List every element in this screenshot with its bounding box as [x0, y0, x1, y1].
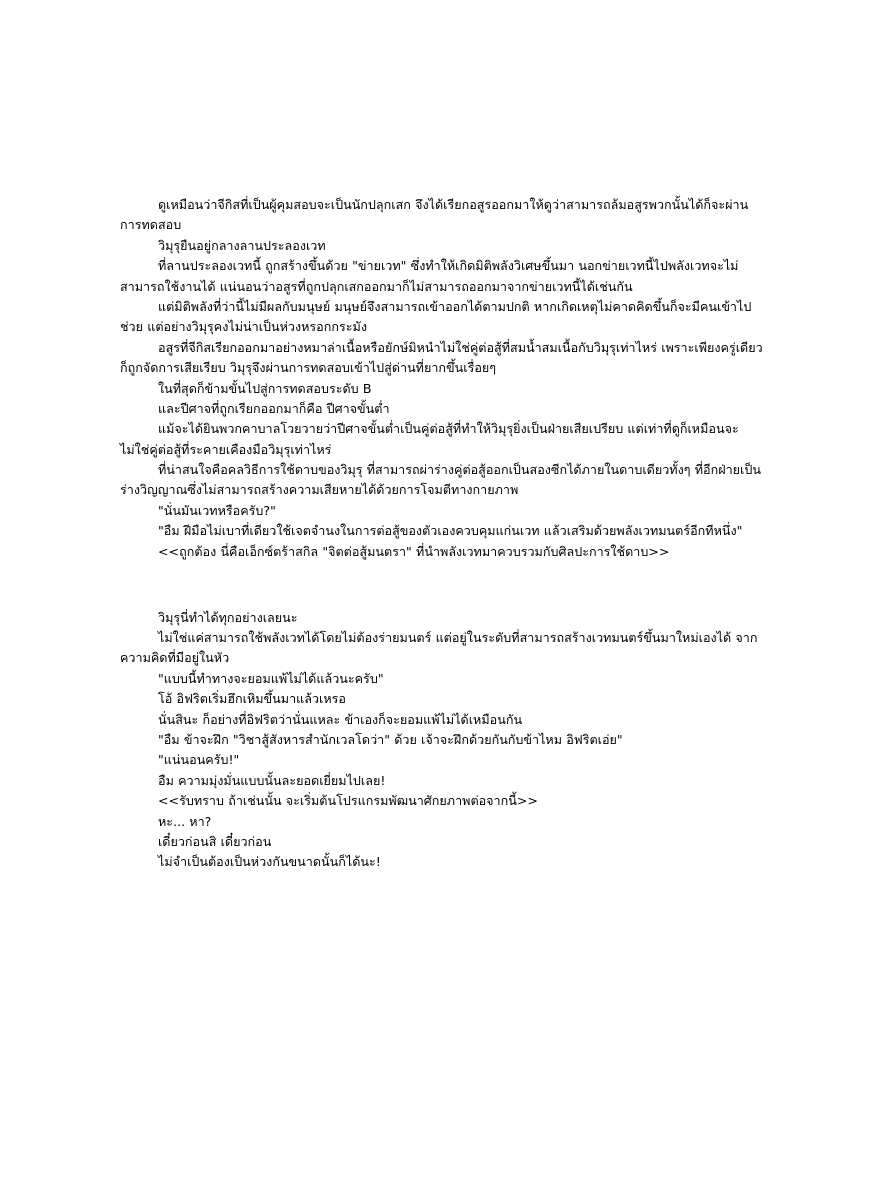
- document-paragraph: "อืม ข้าจะฝึก "วิชาสู้สังหารสำนักเวลโดว่า" ด้วย เจ้าจะฝึกด้วยกันกับข้าไหม อิฟริตเอ่ย": [158, 731, 623, 747]
- document-paragraph: <<ถูกต้อง นี่คือเอ็กซ์ตร้าสกิล "จิตต่อสู้มนตรา" ที่นำพลังเวทมาควบรวมกับศิลปะการใช้ดาบ>>: [158, 543, 670, 559]
- document-paragraph: และปีศาจที่ถูกเรียกออกมาก็คือ ปีศาจขั้นต่ำ: [158, 400, 390, 416]
- document-paragraph: โอ้ อิฟริตเริ่มฮึกเหิมขึ้นมาแล้วเหรอ: [158, 691, 346, 707]
- document-paragraph: ไม่จำเป็นต้องเป็นห่วงกันขนาดนั้นก็ได้นะ!: [158, 854, 381, 870]
- document-body: [120, 195, 768, 873]
- document-paragraph: <<รับทราบ ถ้าเช่นนั้น จะเริ่มต้นโปรแกรมพัฒนาศักยภาพต่อจากนี้>>: [158, 793, 538, 809]
- document-paragraph: "นั่นมันเวทหรือครับ?": [158, 502, 276, 518]
- document-paragraph: นั่นสินะ ก็อย่างที่อิฟริตว่านั่นแหละ ข้าเองก็จะยอมแพ้ไม่ได้เหมือนกัน: [158, 711, 523, 727]
- document-paragraph: เดี๋ยวก่อนสิ เดี๋ยวก่อน: [158, 833, 272, 849]
- document-paragraph: วิมุรุนี่ทำได้ทุกอย่างเลยนะ: [158, 609, 298, 625]
- document-paragraph: ดูเหมือนว่าจีกิสที่เป็นผู้คุมสอบจะเป็นนักปลุกเสก จึงได้เรียกอสูรออกมาให้ดูว่าสามารถล้มอสูรพวกนั้นได้ก็จะผ่านการทดสอบ: [120, 197, 749, 233]
- document-paragraph: "แน่นอนครับ!": [158, 752, 240, 768]
- paragraph-spacer: [120, 575, 768, 595]
- document-paragraph: ที่น่าสนใจคือคลวิธีการใช้ดาบของวิมุรุ ที่สามารถผ่าร่างคู่ต่อสู้ออกเป็นสองซีกได้ภายในดาบเดียวทั้งๆ ที่อีกฝ่ายเป็นร่างวิญญาณซึ่งไม่สามารถสร้างความเสียหายได้ด้วยการโจมตีทางกายภาพ: [120, 462, 761, 498]
- document-paragraph: "แบบนี้ทำทางจะยอมแพ้ไม่ได้แล้วนะครับ": [158, 670, 384, 686]
- document-paragraph: ไม่ใช่แค่สามารถใช้พลังเวทได้โดยไม่ต้องร่ายมนตร์ แต่อยู่ในระดับที่สามารถสร้างเวทมนตร์ขึ้นมาใหม่เองได้ จากความคิดที่มีอยู่ในหัว: [120, 630, 758, 666]
- document-paragraph: แม้จะได้ยินพวกคาบาลโวยวายว่าปีศาจขั้นต่ำเป็นคู่ต่อสู้ที่ทำให้วิมุรุยิ่งเป็นฝ่ายเสียเปรียบ แต่เท่าที่ดูก็เหมือนจะไม่ใช่คู่ต่อสู้ที่ระคายเคืองมือวิมุรุเท่าไหร่: [120, 421, 739, 457]
- document-paragraph: อืม ความมุ่งมั่นแบบนั้นละยอดเยี่ยมไปเลย!: [158, 772, 386, 788]
- document-paragraph: อสูรที่จีกิสเรียกออกมาอย่างหมาล่าเนื้อหรือยักษ์มิหนำไม่ใช่คู่ต่อสู้ที่สมน้ำสมเนื้อกับวิมุรุเท่าไหร่ เพราะเพียงครู่เดียวก็ถูกจัดการเสียเรียบ วิมุรุจึงผ่านการทดสอบเข้าไปสู่ด่านที่ยากขึ้นเรื่อยๆ: [120, 339, 763, 376]
- document-paragraph: วิมุรุยืนอยู่กลางลานประลองเวท: [158, 237, 326, 253]
- document-paragraph: หะ... หา?: [158, 813, 212, 829]
- document-paragraph: ในที่สุดก็ข้ามขั้นไปสู่การทดสอบระดับ B: [158, 380, 372, 396]
- document-paragraph: ที่ลานประลองเวทนี้ ถูกสร้างขึ้นด้วย "ข่ายเวท" ซึ่งทำให้เกิดมิติพลังวิเศษขึ้นมา นอกข่ายเวทนี้ไปพลังเวทจะไม่สามารถใช้งานได้ แน่นอนว่าอสูรที่ถูกปลุกเสกออกมาก็ไม่สามารถออกมาจากข่ายเวทนี้ได้เช่นกัน: [120, 258, 739, 294]
- document-paragraph: "อืม ฝีมือไม่เบาที่เดียวใช้เจตจำนงในการต่อสู้ของตัวเองควบคุมแก่นเวท แล้วเสริมด้วยพลังเวทมนตร์อีกทีหนึ่ง": [158, 523, 743, 539]
- document-paragraph: แต่มิติพลังที่ว่านี้ไม่มีผลกับมนุษย์ มนุษย์จึงสามารถเข้าออกได้ตามปกติ หากเกิดเหตุไม่คาดคิดขึ้นก็จะมีคนเข้าไปช่วย แต่อย่างวิมุรุคงไม่น่าเป็นห่วงหรอกกระมัง: [120, 298, 752, 335]
